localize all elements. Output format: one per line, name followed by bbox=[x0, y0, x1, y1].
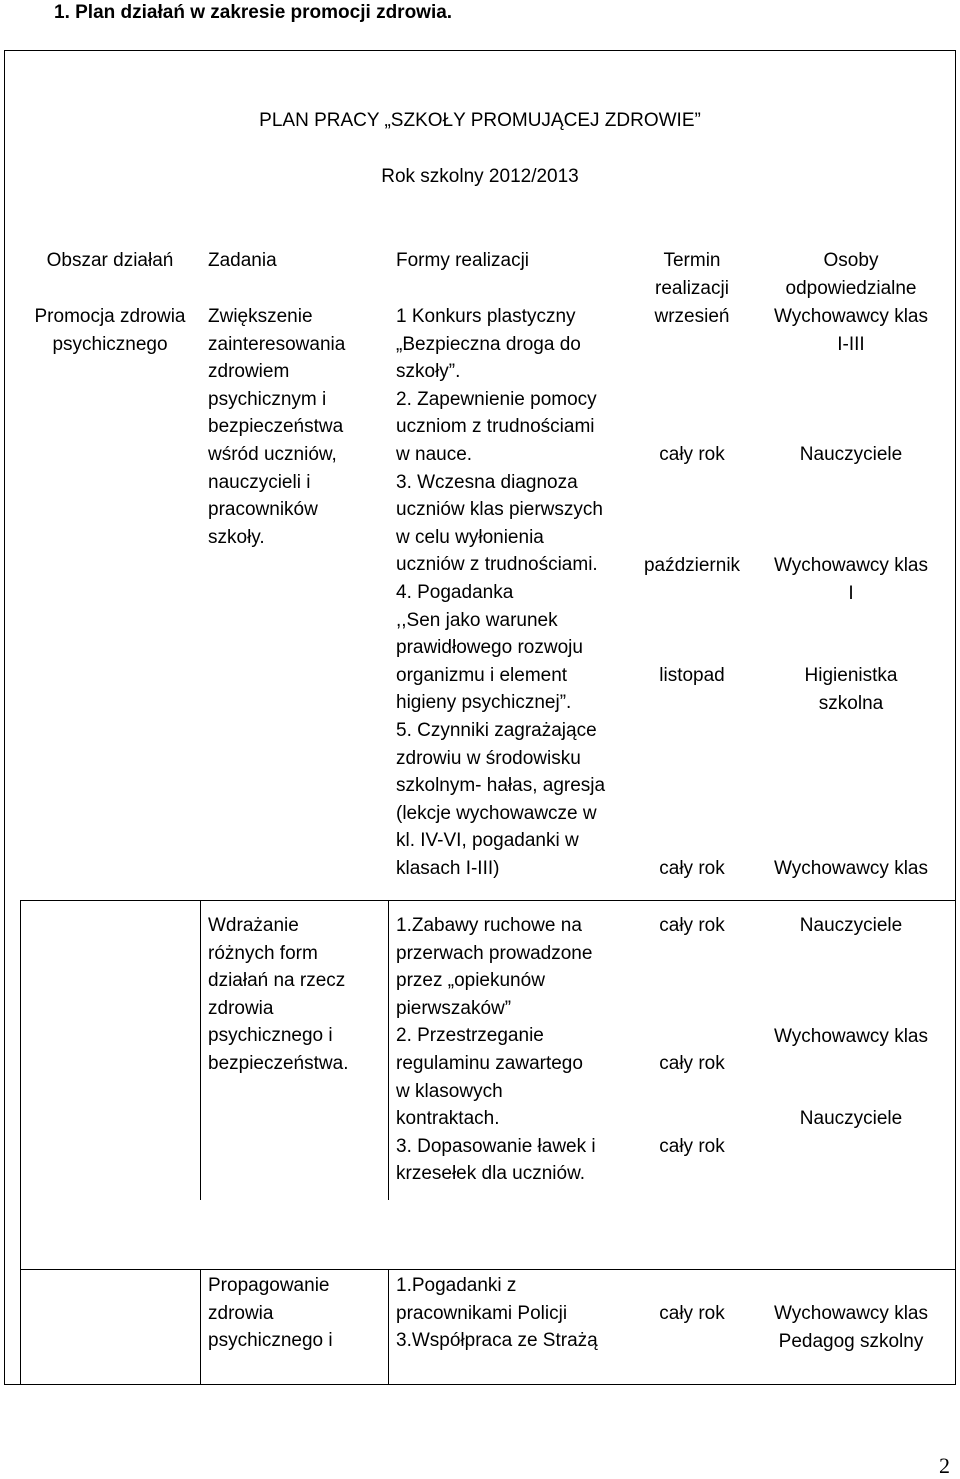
grid-line bbox=[20, 900, 21, 1385]
row1-term-1: wrzesień bbox=[654, 306, 730, 327]
row3-task: Propagowanie zdrowia psychicznego i bbox=[208, 1275, 333, 1352]
row1-person-5: Wychowawcy klas bbox=[774, 858, 928, 879]
row2-person-2: Wychowawcy klas bbox=[774, 1026, 928, 1047]
row1-term-4: listopad bbox=[659, 665, 725, 686]
page-number: 2 bbox=[939, 1453, 950, 1478]
row2-task: Wdrażanie różnych form działań na rzecz zdrowia psychicznego i bezpieczeństwa. bbox=[208, 915, 349, 1074]
grid-line bbox=[200, 1269, 201, 1385]
row3-forms: 1.Pogadanki z pracownikami Policji 3.Współpraca ze Strażą bbox=[396, 1275, 598, 1352]
row1-person-4: Higienistka szkolna bbox=[804, 665, 898, 714]
row2-term-3: cały rok bbox=[659, 1136, 725, 1157]
row-divider bbox=[20, 1269, 956, 1270]
row2-term-2: cały rok bbox=[659, 1053, 725, 1074]
row-divider bbox=[20, 900, 956, 901]
grid-line bbox=[200, 900, 201, 1200]
row3-term-1: cały rok bbox=[659, 1303, 725, 1324]
school-year: Rok szkolny 2012/2013 bbox=[381, 166, 579, 187]
row1-term-5: cały rok bbox=[659, 858, 725, 879]
header-forms: Formy realizacji bbox=[396, 250, 530, 271]
row2-forms: 1.Zabawy ruchowe na przerwach prowadzone przez „opiekunów pierwszaków” 2. Przestrzeganie regulaminu zawartego w klasowych kontraktach. 3. Dopasowanie ławek i krzesełek dla uczniów. bbox=[396, 915, 596, 1185]
header-term: Termin realizacji bbox=[655, 250, 729, 299]
row3-person-1: Wychowawcy klas Pedagog szkolny bbox=[774, 1303, 928, 1352]
row1-forms: 1 Konkurs plastyczny „Bezpieczna droga do szkoły”. 2. Zapewnienie pomocy uczniom z trudnościami w nauce. 3. Wczesna diagnoza uczniów klas pierwszych w celu wyłonienia uczniów z trudnościami. 4. Pogadanka ,,Sen jako warunek prawidłowego rozwoju organizmu i element higieny psychicznej”. 5. Czynniki zagrażające zdrowiu w środowisku szkolnym- hałas, agresja (lekcje wychowawcze w kl. IV-VI, pogadanki w klasach I-III) bbox=[396, 306, 606, 879]
header-persons: Osoby odpowiedzialne bbox=[785, 250, 917, 299]
row1-term-2: cały rok bbox=[659, 444, 725, 465]
row1-area: Promocja zdrowia psychicznego bbox=[34, 306, 186, 355]
row1-term-3: październik bbox=[643, 555, 741, 576]
row1-task: Zwiększenie zainteresowania zdrowiem psychicznym i bezpieczeństwa wśród uczniów, nauczycieli i pracowników szkoły. bbox=[208, 306, 346, 548]
section-heading: 1. Plan działań w zakresie promocji zdrowia. bbox=[54, 2, 453, 23]
row1-person-1: Wychowawcy klas I-III bbox=[774, 306, 928, 355]
header-area: Obszar działań bbox=[46, 250, 174, 271]
plan-title: PLAN PRACY „SZKOŁY PROMUJĄCEJ ZDROWIE” bbox=[259, 110, 701, 131]
row2-person-1: Nauczyciele bbox=[799, 915, 903, 936]
header-tasks: Zadania bbox=[208, 250, 277, 271]
row1-person-2: Nauczyciele bbox=[799, 444, 903, 465]
row2-term-1: cały rok bbox=[659, 915, 725, 936]
grid-line bbox=[388, 1269, 389, 1385]
row1-person-3: Wychowawcy klas I bbox=[774, 555, 928, 604]
row2-person-3: Nauczyciele bbox=[799, 1108, 903, 1129]
grid-line bbox=[388, 900, 389, 1200]
